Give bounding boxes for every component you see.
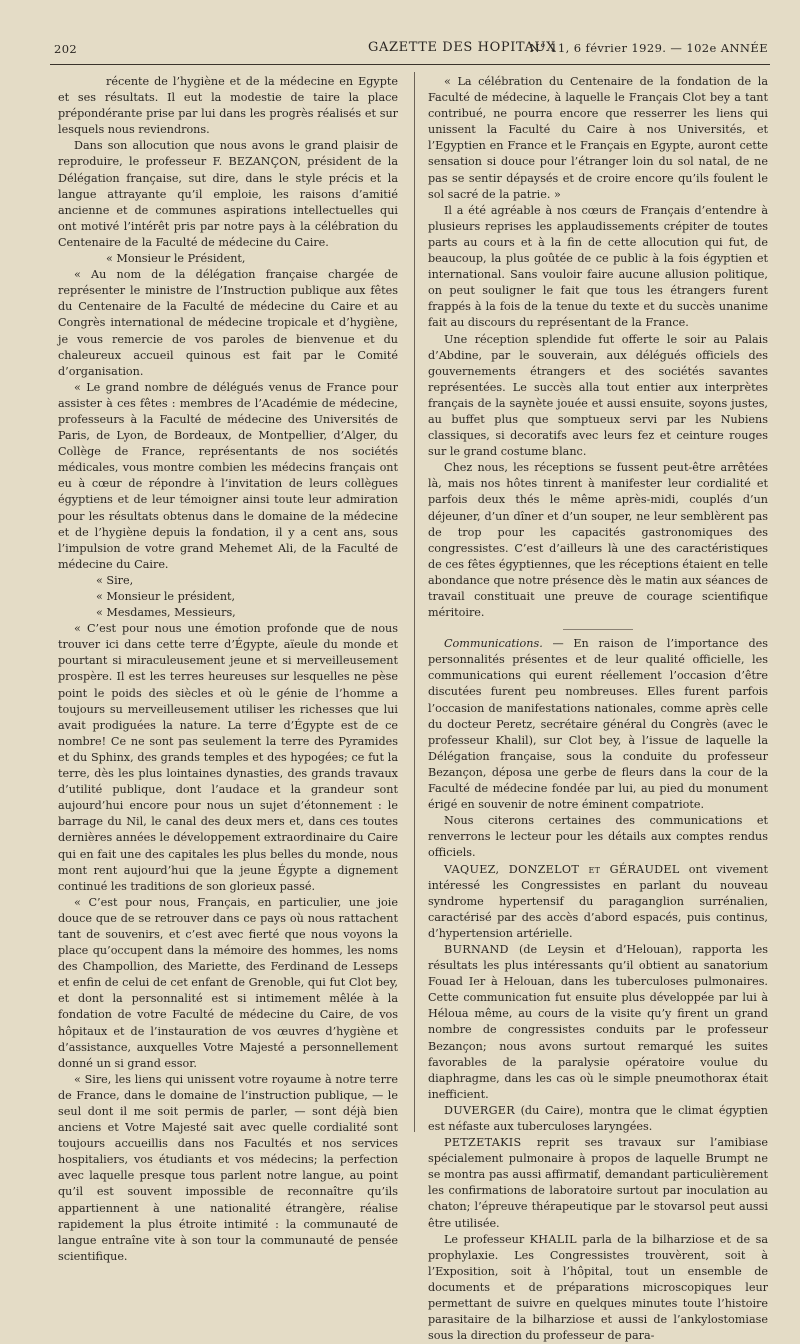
paragraph [428, 460, 768, 621]
paragraph [428, 813, 768, 861]
paragraph-text: Dans son allocution que nous avons le grand plaisir de reproduire, le professeur F. BEZANÇON, président de la Délégation française, sut dire, dans le style précis et la langue attrayante qu’il emploie, les raisons d’amitié ancienne et de communes aspirations intellectuelles qui ont motivé l’intérêt pris par notre pays à la célébration du Centenaire de la Faculté de médecine du Caire. [58, 139, 398, 249]
paragraph-text: « La célébration du Centenaire de la fondation de la Faculté de médecine, à laquelle le Français Clot bey a tant contribué, ne pourra encore que resserrer les liens qui unissent la Faculté du Caire à nos Universités, et l’Egyptien en France et le Français en Egypte, auront cette sensation si douce pour l’étranger loin du sol natal, de ne pas se sentir dépaysés et de croire encore qu’ils foulent le sol sacré de la patrie. » [428, 75, 768, 201]
paragraph [428, 74, 768, 203]
paragraph-text: Une réception splendide fut offerte le soir au Palais d’Abdine, par le souverain, aux délégués officiels des gouvernements étrangers et des sociétés savantes représentées. Le succès alla tout entier aux interprètes français de la saynète jouée et aussi ensuite, soyons justes, au buffet plus que somptueux servi par les Nubiens classiques, si decoratifs avec leurs fez et ceinture rouges sur le grand costume blanc. [428, 332, 768, 459]
author-name: DUVERGER [444, 1103, 515, 1117]
paragraph-text: (de Leysin et d’Helouan), rapporta les résultats les plus intéressants qu’il obtient au sanatorium Fouad Ier à Helouan, dans les tuberculoses pulmonaires. Cette communication fut ensuite plus développée par lui à Héloua même, au cours de la visite qu’y firent un grand nombre de congressistes conduits par le professeur Bezançon; nous avons surtout remarqué les suites favorables de la paralysie opératoire voulue du diaphragme, dans les cas où le simple pneumothorax était inefficient. [428, 942, 768, 1101]
header-rule [50, 64, 770, 65]
paragraph-prefix: Le professeur [444, 1232, 530, 1246]
section-separator [563, 629, 633, 630]
journal-title: GAZETTE DES HOPITAUX [368, 40, 556, 55]
author-name: PETZETAKIS [444, 1136, 522, 1150]
paragraph [58, 74, 398, 138]
author-name: VAQUEZ, DONZELOT et GÉRAUDEL [444, 862, 680, 876]
paragraph-text: « C’est pour nous, Français, en particulier, une joie douce que de se retrouver dans ce pays où nous rattachent tant de souvenirs, et c’est avec fierté que nous voyons la place qu’occupent dans la mémoire des hommes, les noms des Champollion, des Mariette, des Ferdinand de Lesseps et enfin de celui de cet enfant de Grenoble, qui fut Clot bey, et dont la personnalité est si intimement mêlée à la fondation de votre Faculté de médecine du Caire, de vos hôpitaux et de l’instauration de vos œuvres d’hygiène et d’assistance, auxquelles Votre Majesté a personnellement donné un si grand essor. [58, 895, 398, 1070]
paragraph [58, 621, 398, 895]
paragraph-text: Chez nous, les réceptions se fussent peut-être arrêtées là, mais nos hôtes tinrent à manifester leur cordialité et parfois deux thés le même après-midi, couplés d’un déjeuner, d’un dîner et d’un souper, ne leur semblèrent pas de trop pour les capacités gastronomiques des congressistes. C’est d’ailleurs là une des caractéristiques de ces fêtes égyptiennes, que les réceptions étaient en telle abondance que notre présence dès le matin aux séances de travail constituait une preuve de courage scientifique méritoire. [428, 461, 768, 620]
section-heading: Communications. [444, 637, 543, 651]
paragraph-text: reprit ses travaux sur l’amibiase spécialement pulmonaire à propos de laquelle Brumpt ne se montra pas aussi affirmatif, demandant particulièrement les confirmations de laboratoire surtout par inoculation au chaton; l’épreuve thérapeutique par le stovarsol peut aussi être utilisée. [428, 1136, 768, 1230]
paragraph [428, 332, 768, 461]
paragraph [58, 138, 398, 251]
paragraph [428, 862, 768, 942]
author-name: KHALIL [529, 1232, 577, 1246]
paragraph-text: (du Caire), montra que le climat égyptien est néfaste aux tuberculoses laryngées. [428, 1103, 768, 1133]
author-name: BURNAND [444, 942, 509, 956]
paragraph-text: « C’est pour nous une émotion profonde que de nous trouver ici dans cette terre d’Égypte, aïeule du monde et pourtant si miraculeusement jeune et si merveilleusement prospère. Il est les terres heureuses sur lesquelles ne pèse point le poids des siècles et où le génie de l’homme a toujours su merveilleusement utiliser les richesses que lui avait prodiguées la nature. La terre d’Égypte est de ce nombre! Ce ne sont pas seulement la terre des Pyramides et du Sphinx, des grands temples et des hypogées; ce fut la terre, dès les plus lointaines dynasties, des grands travaux d’utilité publique, dont l’audace et la grandeur sont aujourd’hui encore pour nous un sujet d’étonnement : le barrage du Nil, le canal des deux mers et, dans ces toutes dernières années le développement extraordinaire du Caire qui en fait une des capitales les plus belles du monde, nous mont rent aujourd’hui que la jeune Égypte a dignement continué les traditions de son glorieux passé. [58, 622, 398, 893]
paragraph-text: « Monsieur le président, [96, 590, 236, 603]
paragraph [428, 1232, 768, 1344]
left-column [58, 74, 398, 1265]
paragraph [58, 1072, 398, 1265]
paragraph-text: Nous citerons certaines des communications et renverrons le lecteur pour les détails aux comptes rendus officiels. [428, 814, 768, 860]
paragraph-text: récente de l’hygiène et de la médecine en Egypte et ses résultats. Il eut la modestie de taire la place prépondérante prise par lui dans les progrès réalisés et sur lesquels nous reviendrons. [58, 75, 398, 137]
paragraph [58, 267, 398, 380]
paragraph [428, 1103, 768, 1135]
paragraph-text: « Mesdames, Messieurs, [96, 606, 236, 620]
paragraph [58, 895, 398, 1072]
paragraph [428, 636, 768, 813]
paragraph-text: « Le grand nombre de délégués venus de France pour assister à ces fêtes : membres de l’Académie de médecine, professeurs à la Faculté de médecine des Universités de Paris, de Lyon, de Bordeaux, de Montpellier, d’Alger, du Collège de France, représentants de nos sociétés médicales, vous montre combien les médecins français ont eu à cœur de répondre à l’invitation de leurs collègues égyptiens et de leur témoigner ainsi toute leur admiration pour les résultats obtenus dans le domaine de la médecine et de l’hygiène depuis la fondation, il y a cent ans, sous l’impulsion de votre grand Mehemet Ali, de la Faculté de médecine du Caire. [58, 380, 398, 571]
paragraph-text: Il a été agréable à nos cœurs de Français d’entendre à plusieurs reprises les applaudissements crépiter de toutes parts au cours et à la fin de cette allocution qui fut, de beaucoup, la plus goûtée de ce public à la fois égyptien et international. Sans vouloir faire aucune allusion politique, on peut souligner le fait que tous les étrangers furent frappés à la fois de la tenue du texte et du succès unanime fait au discours du représentant de la France. [428, 203, 768, 330]
column-divider [414, 72, 415, 1132]
issue-info: N° 11, 6 février 1929. — 102e ANNÉE [529, 41, 768, 55]
paragraph-text: parla de la bilharziose et de sa prophylaxie. Les Congressistes trouvèrent, soit à l’Exposition, soit à l’hôpital, tout un ensemble de documents et de préparations microscopiques leur permettant de suivre en quelques minutes toute l’histoire parasitaire de la bilharziose et aussi de l’ankylostomiase sous la direction du professeur de para- [428, 1232, 769, 1343]
paragraph-text: « Monsieur le Président, [106, 252, 246, 266]
paragraph [58, 573, 398, 589]
paragraph [58, 251, 398, 267]
paragraph [428, 942, 768, 1103]
page-number: 202 [54, 42, 78, 56]
paragraph-text: « Au nom de la délégation française chargée de représenter le ministre de l’Instruction publique aux fêtes du Centenaire de la Faculté de médecine du Caire et au Congrès international de médecine tropicale et d’hygiène, je vous remercie de vos paroles de bienvenue et du chaleureux accueil quinous est fait par le Comité d’organisation. [58, 268, 398, 378]
paragraph [58, 380, 398, 573]
paragraph [428, 1135, 768, 1232]
page-header [48, 40, 768, 62]
paragraph [428, 203, 768, 332]
paragraph-text: — En raison de l’importance des personnalités présentes et de leur qualité officielle, les communications qui eurent réellement l’occasion d’être discutées furent peu nombreuses. Elles furent parfois l’occasion de manifestations nationales, comme après celle du docteur Peretz, secrétaire général du Congrès (avec le professeur Khalil), sur Clot bey, à l’issue de laquelle la Délégation française, sous la conduite du professeur Bezançon, déposa une gerbe de fleurs dans la cour de la Faculté de médecine fondée par lui, au pied du monument érigé en souvenir de notre éminent compatriote. [428, 637, 768, 812]
paragraph [58, 589, 398, 605]
paragraph-text: « Sire, [96, 573, 134, 587]
paragraph-text: « Sire, les liens qui unissent votre royaume à notre terre de France, dans le domaine de l’instruction publique, — le seul dont il me soit permis de parler, — sont déjà bien anciens et Votre Majesté sait avec quelle cordialité sont toujours accueillis dans nos Facultés et nos services hospitaliers, vos étudiants et vos médecins; la perfection avec laquelle presque tous parlent notre langue, au point qu’il est souvent impossible de reconnaître qu’ils appartiennent à une nationalité étrangère, réalise rapidement la plus étroite intimité : la communauté de langue entraîne vite à son tour la communauté de pensée scientifique. [58, 1072, 398, 1263]
paragraph-text: ont vivement intéressé les Congressistes en parlant du nouveau syndrome hypertensif du paraganglion surrénalien, caractérisé par des accès d’abord espacés, puis continus, d’hypertension artérielle. [428, 862, 768, 940]
paragraph [58, 605, 398, 621]
